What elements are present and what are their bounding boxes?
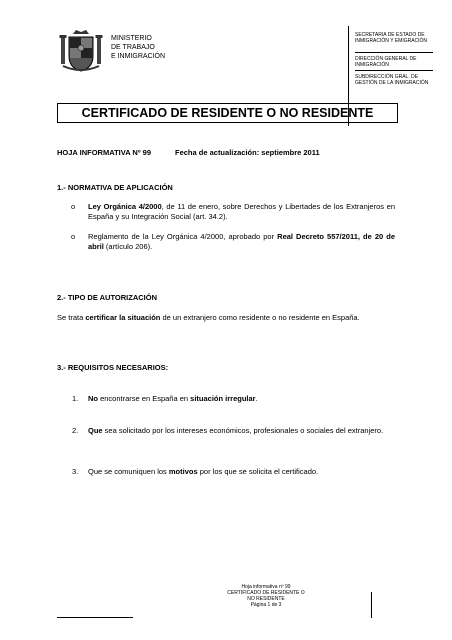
bold-text: situación irregular	[190, 394, 256, 403]
text-run: Que se comuniquen los	[88, 467, 169, 476]
footer-rule	[57, 617, 133, 618]
list-item	[88, 232, 395, 252]
list-item	[88, 394, 395, 404]
bold-text: motivos	[168, 467, 198, 476]
list-item	[88, 426, 395, 436]
page-number: Página 1 de 3	[250, 602, 282, 608]
text-run: de un extranjero como residente o no residente en España.	[160, 313, 360, 322]
divider	[355, 70, 433, 71]
footer-line: CERTIFICADO DE RESIDENTE O	[227, 590, 305, 596]
decree-name: Real Decreto 557/2011, de 20 de abril	[88, 232, 395, 251]
page-footer	[200, 584, 332, 608]
bullet-marker: o	[71, 232, 76, 241]
list-number: 3.	[72, 467, 79, 476]
bullet-marker: o	[71, 202, 76, 211]
paragraph	[57, 313, 395, 323]
title-box	[57, 103, 398, 123]
list-item	[88, 467, 395, 477]
regulation-article: (artículo 206).	[103, 242, 153, 251]
ministry-line: MINISTERIO	[111, 35, 152, 42]
divider	[355, 52, 433, 53]
text-run: sea solicitado por los intereses económicos, profesionales o sociales del extranjero.	[102, 426, 384, 435]
footer-line: NO RESIDENTE	[247, 596, 285, 602]
direccion-text: DIRECCIÓN GENERAL DE INMIGRACIÓN	[355, 56, 417, 68]
law-name: Ley Orgánica 4/2000	[88, 202, 162, 211]
info-line	[57, 148, 320, 157]
spain-coat-of-arms-icon	[58, 28, 104, 74]
secretaria-text: SECRETARIA DE ESTADO DE INMIGRACIÓN Y EMIGRACIÓN	[355, 32, 428, 44]
section-heading: 2.- TIPO DE AUTORIZACIÓN	[57, 293, 158, 302]
list-number: 2.	[72, 426, 79, 435]
regulation-text: Reglamento de la Ley Orgánica 4/2000, aprobado por	[88, 232, 278, 241]
bold-text: Que	[88, 426, 103, 435]
hoja-number: HOJA INFORMATIVA Nº 99	[57, 148, 151, 157]
section-heading: 3.- REQUISITOS NECESARIOS:	[57, 363, 169, 372]
section-heading: 1.- NORMATIVA DE APLICACIÓN	[57, 183, 173, 192]
footer-rule	[371, 592, 372, 618]
footer-line: Hoja informativa nº 99	[241, 584, 291, 590]
text-run: .	[255, 394, 258, 403]
page-title: CERTIFICADO DE RESIDENTE O NO RESIDENTE	[81, 106, 374, 120]
update-date: Fecha de actualización: septiembre 2011	[175, 148, 320, 157]
ministry-name	[111, 34, 165, 61]
law-description: , de 11 de enero, sobre Derechos y Libertades de los Extranjeros en España y su Integración Social (art. 34.2).	[88, 202, 395, 221]
ministry-line: DE TRABAJO	[111, 44, 155, 51]
list-item	[88, 202, 395, 222]
subdireccion-text: SUBDIRECCIÓN GRAL. DE GESTIÓN DE LA INMIGRACIÓN	[355, 74, 429, 86]
text-run: encontrarse en España en	[98, 394, 191, 403]
bold-text: No	[88, 394, 98, 403]
list-number: 1.	[72, 394, 79, 403]
text-run: Se trata	[57, 313, 86, 322]
bold-text: certificar la situación	[85, 313, 161, 322]
ministry-line: E INMIGRACIÓN	[111, 53, 166, 60]
text-run: por los que se solicita el certificado.	[197, 467, 319, 476]
